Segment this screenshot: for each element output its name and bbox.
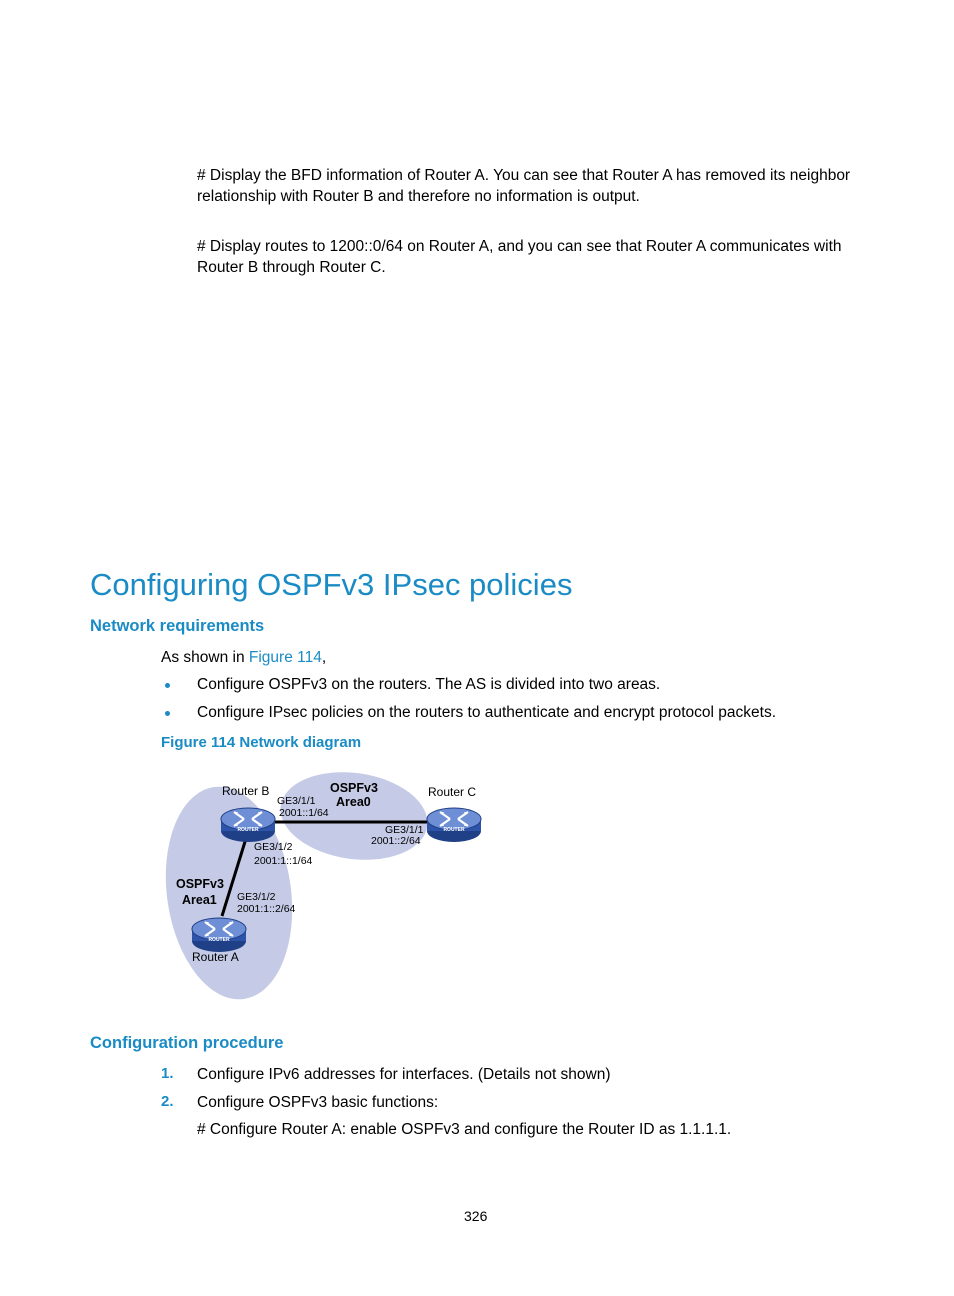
router-b-ge312-label: GE3/1/2 (254, 841, 293, 853)
intro-paragraph-1: # Display the BFD information of Router A. You can see that Router A has removed its neighbor relationship with Router B and therefore no information is output. (197, 167, 851, 205)
figure-114-link[interactable]: Figure 114 (248, 649, 322, 666)
figure-caption: Figure 114 Network diagram (161, 734, 362, 751)
router-c-ge311-label: GE3/1/1 (385, 824, 424, 836)
configuration-procedure-heading: Configuration procedure (90, 1034, 284, 1052)
lead-prefix: As shown in (161, 649, 249, 666)
router-c-icon[interactable] (427, 808, 481, 842)
router-b-icon[interactable] (221, 808, 275, 842)
area1-label-line2: Area1 (182, 893, 217, 907)
router-b-label: Router B (222, 784, 270, 798)
requirement-bullet-1: Configure OSPFv3 on the routers. The AS is divided into two areas. (197, 676, 661, 693)
router-c-ge311-ip: 2001::2/64 (371, 835, 421, 847)
area0-label-line1: OSPFv3 (330, 781, 378, 795)
router-icon-text: ROUTER (237, 827, 259, 833)
network-requirements-heading: Network requirements (90, 617, 265, 635)
bullet-dot (165, 711, 170, 716)
router-b-ge312-ip: 2001:1::1/64 (254, 855, 313, 867)
area0-label-line2: Area0 (336, 795, 371, 809)
bullet-dot (165, 683, 170, 688)
step-number: 2. (161, 1093, 174, 1110)
step-number: 1. (161, 1065, 174, 1082)
step-2-text: Configure OSPFv3 basic functions: (197, 1094, 439, 1111)
router-b-ge311-ip: 2001::1/64 (279, 807, 329, 819)
area1-label-line1: OSPFv3 (176, 877, 224, 891)
router-a-label: Router A (192, 950, 239, 964)
intro-paragraph-2: # Display routes to 1200::0/64 on Router A, and you can see that Router A communicates with Router B through Router C. (197, 238, 842, 276)
router-a-ge312-label: GE3/1/2 (237, 891, 276, 903)
router-c-label: Router C (428, 785, 477, 799)
router-b-ge311-label: GE3/1/1 (277, 795, 316, 807)
router-icon-text: ROUTER (208, 937, 230, 943)
page-number: 326 (464, 1208, 488, 1224)
lead-suffix: , (321, 649, 327, 666)
network-diagram (160, 768, 500, 1008)
step-1-text: Configure IPv6 addresses for interfaces. (Details not shown) (197, 1066, 611, 1083)
router-a-ge312-ip: 2001:1::2/64 (237, 903, 296, 915)
requirement-bullet-2: Configure IPsec policies on the routers to authenticate and encrypt protocol packets. (197, 704, 777, 721)
router-icon-text: ROUTER (443, 827, 465, 833)
step-2-detail: # Configure Router A: enable OSPFv3 and configure the Router ID as 1.1.1.1. (197, 1121, 732, 1138)
section-title: Configuring OSPFv3 IPsec policies (90, 567, 573, 602)
router-a-icon[interactable] (192, 918, 246, 952)
requirements-lead (161, 647, 326, 668)
